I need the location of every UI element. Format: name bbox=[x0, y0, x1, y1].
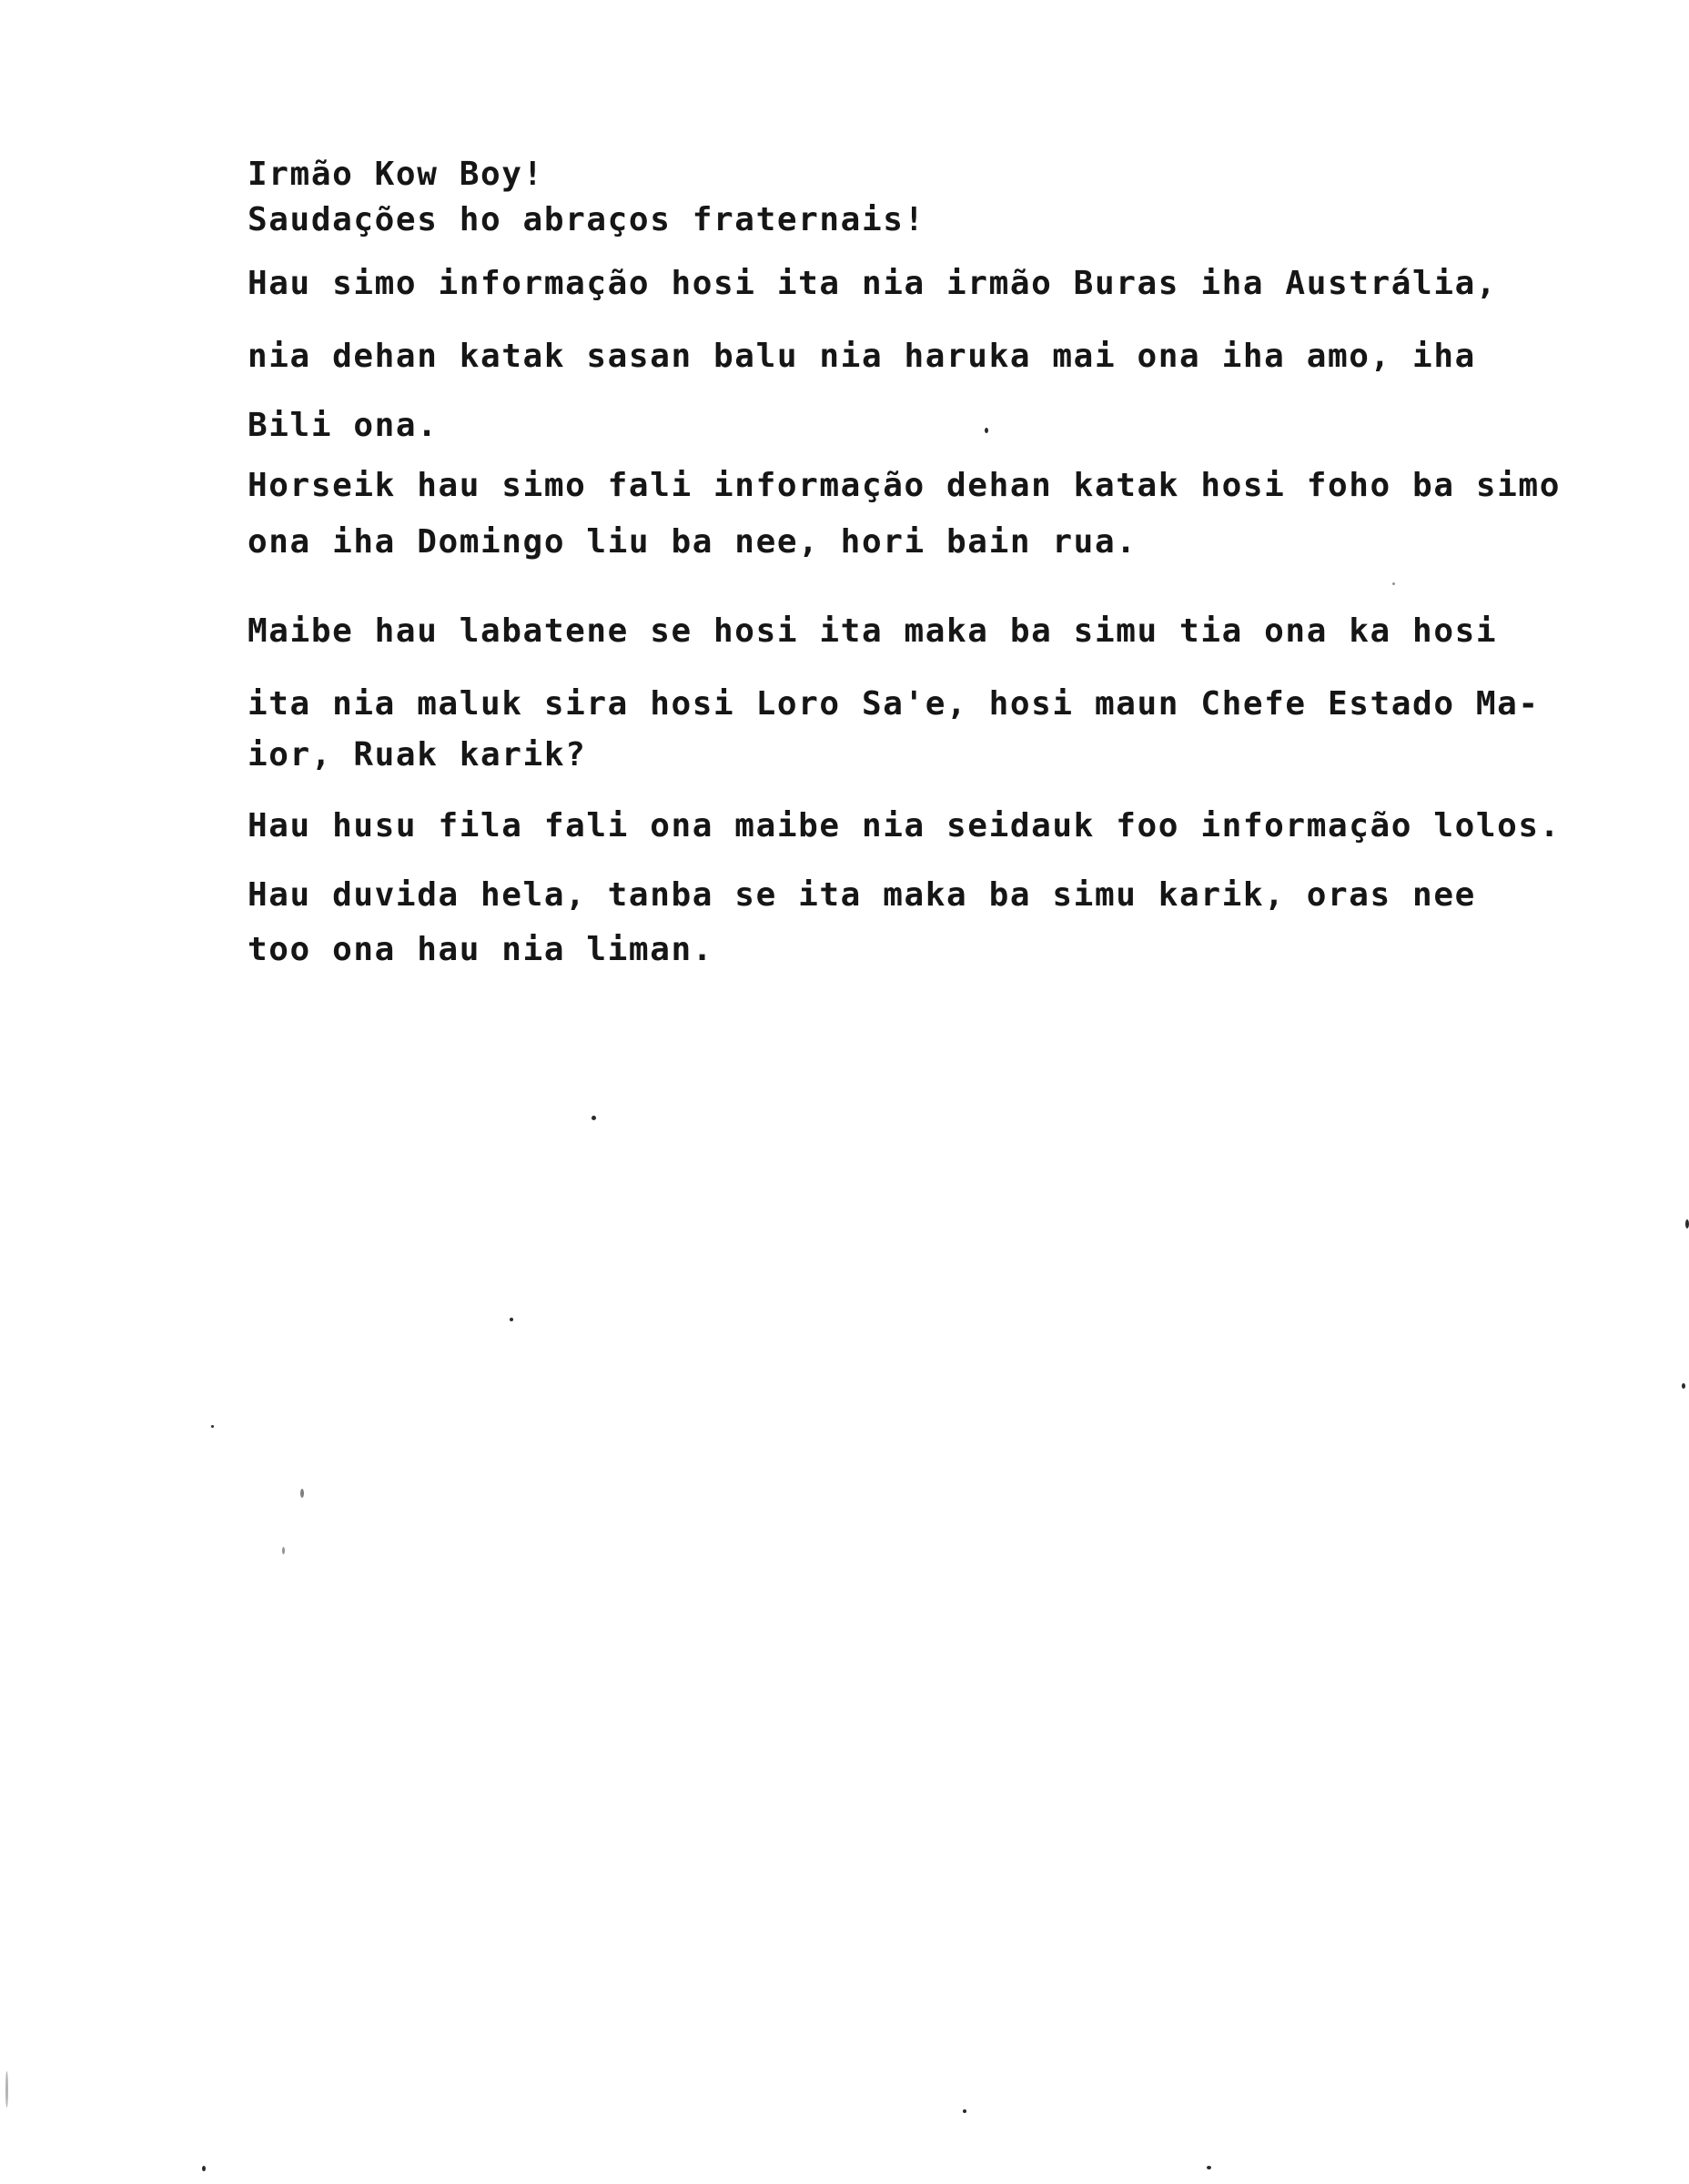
scan-speck bbox=[5, 2071, 8, 2108]
scan-speck bbox=[202, 2166, 206, 2171]
paragraph-3-line-3: ior, Ruak karik? bbox=[248, 736, 587, 774]
salutation-line: Saudações ho abraços fraternais! bbox=[248, 201, 925, 238]
paragraph-2-line-2: ona iha Domingo liu ba nee, hori bain rua. bbox=[248, 523, 1138, 561]
scan-speck bbox=[592, 1116, 596, 1120]
scan-speck bbox=[963, 2109, 966, 2113]
paragraph-3-line-1: Maibe hau labatene se hosi ita maka ba simu tia ona ka hosi bbox=[248, 612, 1498, 650]
scan-speck bbox=[300, 1489, 304, 1498]
scan-speck bbox=[510, 1318, 513, 1321]
paragraph-1-line-1: Hau simo informação hosi ita nia irmão Buras iha Austrália, bbox=[248, 265, 1498, 302]
paragraph-3-line-2: ita nia maluk sira hosi Loro Sa'e, hosi maun Chefe Estado Ma- bbox=[248, 685, 1540, 723]
scan-speck bbox=[282, 1547, 285, 1554]
greeting-line: Irmão Kow Boy! bbox=[248, 156, 544, 193]
paragraph-1-line-2: nia dehan katak sasan balu nia haruka mai ona iha amo, iha bbox=[248, 338, 1476, 375]
scan-speck bbox=[985, 428, 988, 433]
paragraph-1-line-3: Bili ona. bbox=[248, 407, 439, 444]
paragraph-2-line-1: Horseik hau simo fali informação dehan katak hosi foho ba simo bbox=[248, 467, 1561, 504]
paragraph-4-line-1: Hau husu fila fali ona maibe nia seidauk foo informação lolos. bbox=[248, 807, 1561, 844]
scan-speck bbox=[1392, 582, 1395, 585]
scan-speck bbox=[211, 1425, 214, 1428]
scan-speck bbox=[1685, 1219, 1689, 1228]
paragraph-5-line-2: too ona hau nia liman. bbox=[248, 931, 714, 968]
scan-speck bbox=[1682, 1383, 1685, 1389]
scan-speck bbox=[1207, 2166, 1211, 2169]
paragraph-5-line-1: Hau duvida hela, tanba se ita maka ba simu karik, oras nee bbox=[248, 876, 1476, 914]
